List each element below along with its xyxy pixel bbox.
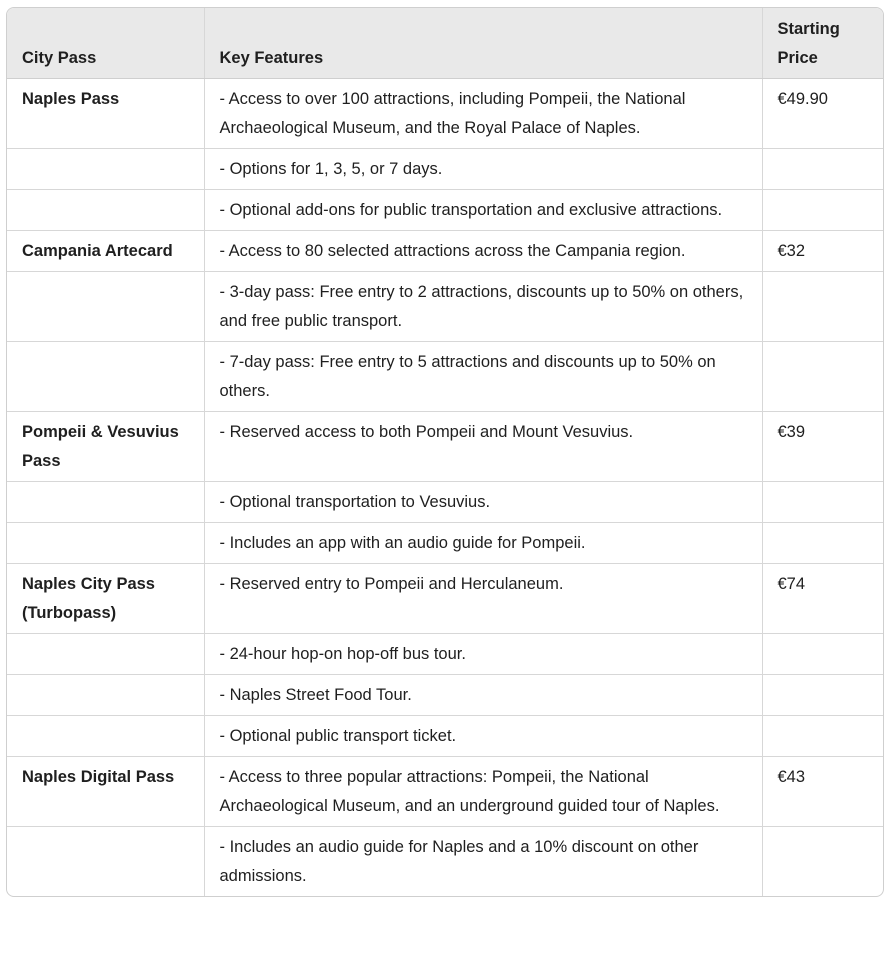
starting-price-cell: €74 [762,564,883,634]
header-row [7,8,883,79]
starting-price-cell: €43 [762,757,883,827]
key-feature-cell: - Access to three popular attractions: Pompeii, the National Archaeological Museum, and an underground guided tour of Naples. [204,757,762,827]
starting-price-cell [762,190,883,231]
city-pass-cell [7,827,204,897]
starting-price-cell [762,342,883,412]
city-pass-cell: Naples Digital Pass [7,757,204,827]
city-pass-cell [7,716,204,757]
city-pass-cell: Campania Artecard [7,231,204,272]
key-feature-cell: - Options for 1, 3, 5, or 7 days. [204,149,762,190]
key-feature-cell: - Access to over 100 attractions, including Pompeii, the National Archaeological Museum, and the Royal Palace of Naples. [204,79,762,149]
starting-price-cell: €49.90 [762,79,883,149]
starting-price-cell [762,149,883,190]
table-row [7,634,883,675]
starting-price-cell: €32 [762,231,883,272]
city-pass-cell [7,523,204,564]
city-pass-cell: Naples City Pass (Turbopass) [7,564,204,634]
key-feature-cell: - Reserved entry to Pompeii and Herculaneum. [204,564,762,634]
city-pass-cell: Pompeii & Vesuvius Pass [7,412,204,482]
starting-price-cell [762,523,883,564]
table-row [7,149,883,190]
table-row [7,79,883,149]
starting-price-cell [762,634,883,675]
city-pass-cell [7,634,204,675]
header-starting-price: Starting Price [762,8,883,79]
table-header [7,8,883,79]
city-pass-cell: Naples Pass [7,79,204,149]
header-key-features: Key Features [204,8,762,79]
table-row [7,412,883,482]
table-row [7,523,883,564]
city-pass-cell [7,675,204,716]
starting-price-cell [762,675,883,716]
key-feature-cell: - Optional add-ons for public transportation and exclusive attractions. [204,190,762,231]
table-row [7,827,883,897]
table-row [7,675,883,716]
city-pass-cell [7,272,204,342]
key-feature-cell: - Access to 80 selected attractions across the Campania region. [204,231,762,272]
starting-price-cell [762,272,883,342]
city-pass-cell [7,190,204,231]
table-row [7,190,883,231]
table-row [7,482,883,523]
header-city-pass: City Pass [7,8,204,79]
city-pass-table [6,7,884,897]
table-row [7,564,883,634]
key-feature-cell: - Optional transportation to Vesuvius. [204,482,762,523]
table-row [7,757,883,827]
key-feature-cell: - Reserved access to both Pompeii and Mount Vesuvius. [204,412,762,482]
city-pass-cell [7,149,204,190]
table-row [7,231,883,272]
key-feature-cell: - 24-hour hop-on hop-off bus tour. [204,634,762,675]
key-feature-cell: - 3-day pass: Free entry to 2 attractions, discounts up to 50% on others, and free public transport. [204,272,762,342]
starting-price-cell: €39 [762,412,883,482]
table-row [7,716,883,757]
table-row [7,272,883,342]
city-pass-comparison-table [7,8,883,896]
key-feature-cell: - 7-day pass: Free entry to 5 attractions and discounts up to 50% on others. [204,342,762,412]
key-feature-cell: - Optional public transport ticket. [204,716,762,757]
city-pass-cell [7,482,204,523]
starting-price-cell [762,482,883,523]
table-row [7,342,883,412]
key-feature-cell: - Naples Street Food Tour. [204,675,762,716]
key-feature-cell: - Includes an audio guide for Naples and a 10% discount on other admissions. [204,827,762,897]
key-feature-cell: - Includes an app with an audio guide for Pompeii. [204,523,762,564]
starting-price-cell [762,716,883,757]
city-pass-cell [7,342,204,412]
starting-price-cell [762,827,883,897]
table-body [7,79,883,897]
